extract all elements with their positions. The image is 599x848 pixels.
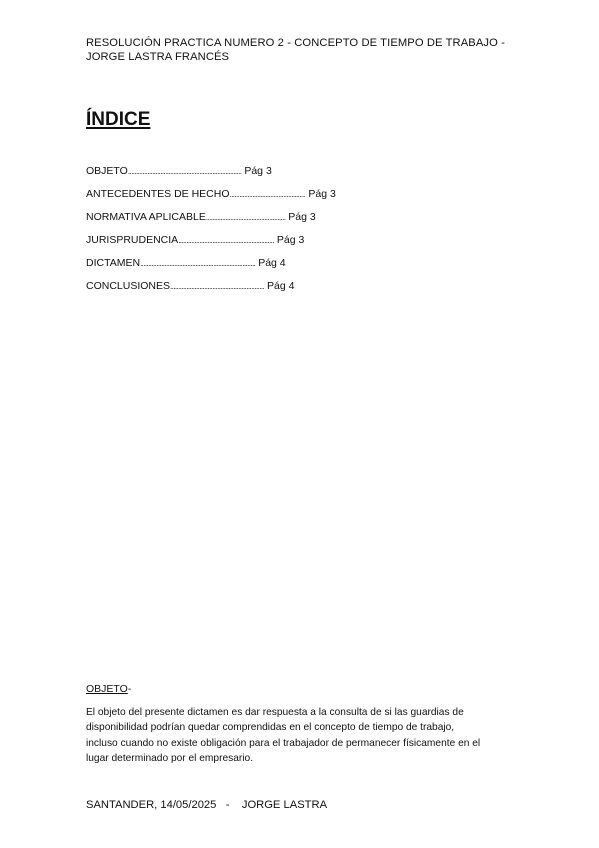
index-title: ÍNDICE [86,109,151,130]
toc-entry-name: NORMATIVA APLICABLE [86,211,206,223]
objeto-line: El objeto del presente dictamen es dar respuesta a la consulta de si las guardias de [86,707,464,718]
page-footer: SANTANDER, 14/05/2025 - JORGE LASTRA [86,799,328,811]
toc-entry-name: OBJETO [86,165,128,177]
objeto-body [86,705,516,766]
toc-entry-normativa[interactable] [86,209,486,232]
page-header [86,36,526,64]
header-line-1: RESOLUCIÓN PRACTICA NUMERO 2 - CONCEPTO DE TIEMPO DE TRABAJO - [86,37,505,49]
objeto-line: lugar determinado por el empresario. [86,752,254,764]
objeto-line: incluso cuando no existe obligación para el trabajador de permanecer físicamente en el [86,737,481,749]
toc-entry-page: . Pág 3 [302,188,336,200]
toc-entry-objeto[interactable] [86,163,486,186]
toc-entry-antecedentes[interactable] [86,186,486,209]
objeto-line: disponibilidad podrían quedar comprendidas en el concepto de tiempo de trabajo, [86,722,455,734]
toc-entry-page: Pág 3 [241,165,272,177]
toc-entry-dictamen[interactable] [86,255,486,278]
toc-leader-dots: ........................................................... [178,236,274,245]
toc-entry-name: DICTAMEN [86,257,141,269]
toc-leader-dots: ................................................. [205,213,286,222]
toc-leader-dots: ...................................................................... [127,167,242,176]
toc-leader-dots: ....................................................................... [140,259,256,268]
toc-entry-page: Pág 3 [273,234,305,246]
toc-leader-dots: ............................................. [229,190,303,199]
objeto-heading [86,682,131,696]
toc-entry-page: Pág 3 [285,211,316,223]
toc-entry-page: Pág 4 [264,280,295,292]
toc-entry-page: Pág 4 [255,257,286,269]
toc-entry-jurisprudencia[interactable] [86,232,486,255]
toc-leader-dots: .......................................................... [170,282,265,291]
toc-entry-name: JURISPRUDENCIA [86,234,179,246]
objeto-heading-suffix: - [127,683,132,695]
header-line-2: JORGE LASTRA FRANCÉS [86,51,230,63]
table-of-contents [86,163,486,301]
toc-entry-name: ANTECEDENTES DE HECHO [86,188,230,200]
objeto-heading-label: OBJETO [86,683,128,695]
toc-entry-conclusiones[interactable] [86,278,486,301]
toc-entry-name: CONCLUSIONES [86,280,171,292]
